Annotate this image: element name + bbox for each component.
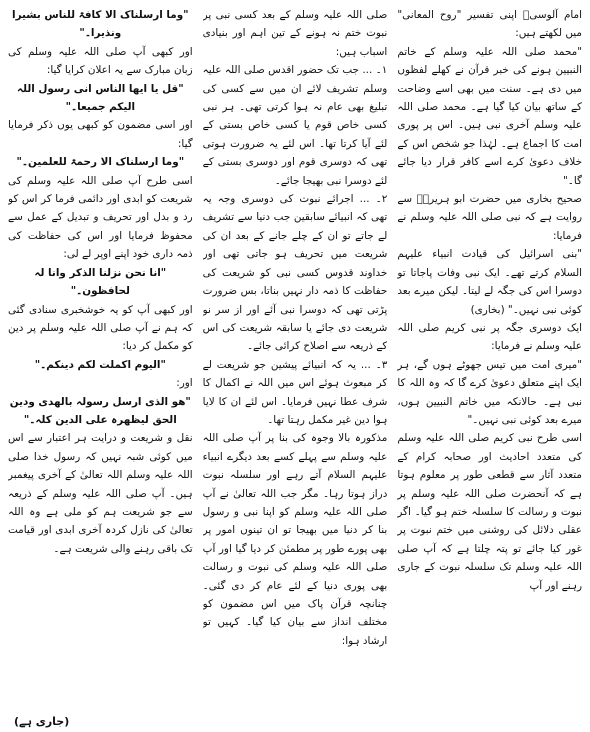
paragraph: نقل و شریعت و درایت ہر اعتبار سے اس میں کوئی شبہ نہیں کہ رسول خدا صلی اللہ علیہ وسلم اللہ تعالیٰ کے آخری پیغمبر ہیں۔ آپ صلی اللہ علیہ وسلم کے ذریعہ سے جو شریعت ہم کو ملی ہے وہ اللہ تعالیٰ کی نازل کردہ آخری ابدی اور قیامت تک باقی رہنے والی شریعت ہے۔: [7, 432, 193, 555]
paragraph: "الیوم اکملت لکم دینکم۔": [34, 358, 166, 371]
paragraph: "محمد صلی اللہ علیہ وسلم کے خاتم النبیین ہونے کی خبر قرآن نے کھلے لفظوں میں دی ہے۔ سنت میں بھی اسے وضاحت کے ساتھ بیان کیا گیا ہے۔ محمد صلی اللہ علیہ وسلم آخری نبی ہیں۔ اس پر پوری امت کا اجماع ہے۔ لہٰذا جو شخص اس کے خلاف دعویٰ کرے اسے کافر قرار دیا جائے گا۔": [397, 45, 582, 187]
paragraph: اور:: [176, 377, 193, 390]
paragraph: "وما ارسلناک الا کافۃ للناس بشیرا ونذیرا۔": [12, 9, 189, 40]
column-right: [397, 6, 582, 726]
paragraph: اسی طرح آپ صلی اللہ علیہ وسلم کی شریعت کو ابدی اور دائمی فرما کر اس کو رد و بدل اور تحریف و تبدیل کے عمل سے محفوظ فرمایا اور اس کی حفاظت کی ذمہ داری خود اپنے اوپر لے لی:: [7, 174, 193, 261]
paragraph: "انا نحن نزلنا الذکر وانا لہ لحافظون۔": [34, 266, 167, 298]
column-middle: [203, 6, 388, 726]
paragraph: امام آلوسیؒ اپنی تفسیر "روح المعانی" میں لکھتے ہیں:: [397, 9, 582, 40]
paragraph: مذکورہ بالا وجوہ کی بنا پر آپ صلی اللہ علیہ وسلم سے پہلے کسے بعد دیگرے انبیاء علیہم السلام آتے رہے اور سلسلہ نبوت دراز ہوتا رہا۔ مگر جب اللہ تعالیٰ نے آپ صلی اللہ علیہ وسلم کو اپنا نبی و رسول بنا کر دنیا میں بھیجا تو ان تینوں امور پر بھی پورے طور پر مطمئن کر دیا گیا اور آپ صلی اللہ علیہ وسلم کی نبوت و رسالت بھی پوری دنیا کے لئے عام کر دی گئی۔ چنانچہ قرآن پاک میں اس مضمون کو مختلف انداز سے بیان کیا گیا۔ کہیں تو ارشاد ہوا:: [202, 432, 388, 647]
paragraph: "قل یا ایھا الناس انی رسول اللہ الیکم جمیعا۔": [16, 82, 184, 114]
paragraph: ۳۔ ... یہ کہ انبیائے پیشین جو شریعت لے کر مبعوث ہوئے اس میں اللہ نے اکمال کا شرف عطا نہیں فرمایا۔ اس لئے ان کا لایا ہوا دین غیر مکمل رہتا تھا۔: [202, 358, 388, 426]
paragraph: اور کبھی آپ کو یہ خوشخبری سنادی گئی کہ ہم نے آپ صلی اللہ علیہ وسلم پر دین کو مکمل کر دیا:: [7, 303, 193, 353]
continued-note: (جاری ہے): [14, 715, 70, 728]
paragraph: "ھو الذی ارسل رسولہ بالھدی ودین الحق لیظھرہ علی الدین کلہ۔": [9, 395, 191, 426]
paragraph: صحیح بخاری میں حضرت ابو ہریرہؓ سے روایت ہے کہ نبی صلی اللہ علیہ وسلم نے فرمایا:: [397, 193, 582, 242]
paragraph: ایک دوسری جگہ پر نبی کریم صلی اللہ علیہ وسلم نے فرمایا:: [397, 321, 582, 353]
paragraph: "میری امت میں تیس جھوٹے ہوں گے، ہر ایک اپنے متعلق دعویٰ کرے گا کہ وہ اللہ کا نبی ہے۔ حالانکہ میں خاتم النبیین ہوں، میرے بعد کوئی نبی نہیں۔": [397, 358, 582, 426]
paragraph: اسی طرح نبی کریم صلی اللہ علیہ وسلم کی متعدد احادیث اور صحابہ کرام کے متعدد آثار سے قطعی طور پر معلوم ہوتا ہے کہ آنحضرت صلی اللہ علیہ وسلم پر نبوت و رسالت کا سلسلہ ختم ہو گیا۔ اگر عقلی دلائل کی روشنی میں ختم نبوت پر غور کیا جائے تو پتہ چلتا ہے کہ آپ صلی اللہ علیہ وسلم تک سلسلہ نبوت کے جاری رہنے اور آپ: [397, 432, 582, 592]
paragraph: اور کبھی آپ صلی اللہ علیہ وسلم کی زبان مبارک سے یہ اعلان کرایا گیا:: [7, 45, 193, 77]
paragraph: ۱۔ ... جب تک حضور اقدس صلی اللہ علیہ وسلم تشریف لائے ان میں سے کسی کی تبلیغ بھی عام نہ ہوا کرتی تھی۔ ہر نبی کسی خاص قوم یا کسی خاص بستی کے لئے آیا کرتا تھا۔ اس لئے یہ ضرورت ہوتی تھی کہ دوسری قوم اور دوسری بستی کے لئے دوسرا نبی بھیجا جائے۔: [202, 64, 388, 187]
paragraph: ۲۔ ... اجرائے نبوت کی دوسری وجہ یہ تھی کہ انبیائے سابقین جب دنیا سے تشریف لے جاتے تو ان کے چلے جانے کے بعد ان کی شریعت میں تحریف ہو جاتی تھی اور خداوند قدوس کسی نبی کو شریعت کی حفاظت کا ذمہ دار نہیں بناتا، بس ضرورت پڑتی تھی کہ دوسرا نبی آئے اور از سر نو شریعت دی جائے یا سابقہ شریعت کی اس کے ذریعہ سے اصلاح کرائی جائے۔: [202, 193, 388, 353]
column-left: [8, 6, 193, 726]
paragraph: صلی اللہ علیہ وسلم کے بعد کسی نبی پر نبوت ختم نہ ہونے کے تین اہم اور بنیادی اسباب ہیں:: [202, 9, 388, 58]
paragraph: "بنی اسرائیل کی قیادت انبیاء علیہم السلام کرتے تھے۔ ایک نبی وفات پاجاتا تو دوسرا اس کی جگہ لے لیتا۔ لیکن میرے بعد کوئی نبی نہیں۔" (بخاری): [397, 248, 582, 316]
paragraph: اور اسی مضمون کو کبھی یوں ذکر فرمایا گیا:: [7, 119, 193, 150]
paragraph: "وما ارسلناک الا رحمۃ للعلمین۔": [16, 156, 185, 169]
